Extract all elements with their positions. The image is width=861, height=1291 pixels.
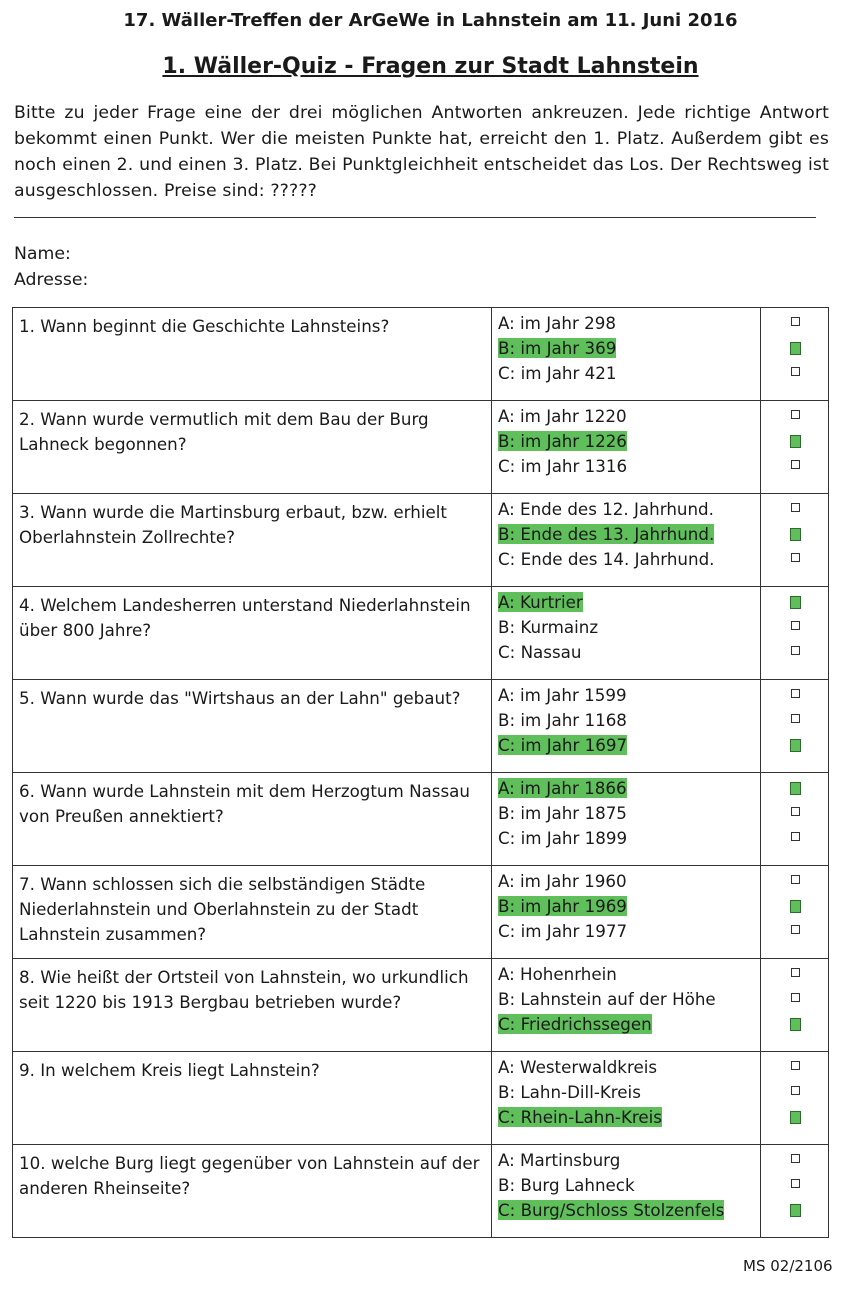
- answer-option: [498, 1173, 760, 1198]
- answer-cell: [492, 401, 761, 494]
- answer-label: B: Ende des 13. Jahrhund.: [498, 524, 715, 544]
- answer-option-correct: [498, 894, 760, 919]
- answer-cell: [492, 494, 761, 587]
- checkbox[interactable]: [791, 553, 800, 562]
- question-row: [13, 401, 829, 494]
- checkbox-cell: [761, 866, 829, 959]
- answer-option: [498, 869, 760, 894]
- footer-code: MS 02/2106: [743, 1257, 833, 1275]
- answer-cell: [492, 1052, 761, 1145]
- question-row: [13, 773, 829, 866]
- answer-option: [498, 361, 760, 386]
- answer-option: [498, 1148, 760, 1173]
- answer-option: [498, 1055, 760, 1080]
- question-row: [13, 308, 829, 401]
- checkbox-cell: [761, 680, 829, 773]
- checkbox-cell: [761, 401, 829, 494]
- answer-label: A: Martinsburg: [498, 1150, 621, 1170]
- checkbox[interactable]: [791, 317, 800, 326]
- answer-label: C: Rhein-Lahn-Kreis: [498, 1107, 662, 1127]
- checkbox[interactable]: [791, 1086, 800, 1095]
- question-row: [13, 587, 829, 680]
- checkbox[interactable]: [791, 968, 800, 977]
- answer-cell: [492, 680, 761, 773]
- answer-option: [498, 640, 760, 665]
- answer-option-correct: [498, 1105, 760, 1130]
- answer-label: B: Burg Lahneck: [498, 1175, 635, 1195]
- answer-label: B: im Jahr 1226: [498, 431, 627, 451]
- question-text: 10. welche Burg liegt gegenüber von Lahnstein auf der anderen Rheinseite?: [13, 1145, 492, 1238]
- checkbox[interactable]: [791, 832, 800, 841]
- event-header: 17. Wäller-Treffen der ArGeWe in Lahnstein am 11. Juni 2016: [123, 10, 738, 31]
- answer-option: [498, 404, 760, 429]
- checkbox-marked[interactable]: [790, 528, 801, 541]
- checkbox[interactable]: [791, 646, 800, 655]
- answer-label: C: Burg/Schloss Stolzenfels: [498, 1200, 725, 1220]
- checkbox-cell: [761, 587, 829, 680]
- question-row: [13, 680, 829, 773]
- answer-option-correct: [498, 590, 760, 615]
- answer-label: A: im Jahr 1599: [498, 685, 627, 705]
- checkbox[interactable]: [791, 993, 800, 1002]
- answer-option: [498, 615, 760, 640]
- answer-label: C: Nassau: [498, 642, 582, 662]
- answer-option-correct: [498, 522, 760, 547]
- answer-label: C: im Jahr 1977: [498, 921, 628, 941]
- answer-label: C: im Jahr 421: [498, 363, 617, 383]
- checkbox-marked[interactable]: [790, 900, 801, 913]
- answer-label: C: im Jahr 1697: [498, 735, 628, 755]
- checkbox[interactable]: [791, 807, 800, 816]
- checkbox[interactable]: [791, 410, 800, 419]
- answer-label: A: im Jahr 1220: [498, 406, 627, 426]
- answer-label: B: im Jahr 369: [498, 338, 617, 358]
- answer-label: B: im Jahr 1969: [498, 896, 627, 916]
- answer-label: B: Lahnstein auf der Höhe: [498, 989, 716, 1009]
- answer-label: A: Ende des 12. Jahrhund.: [498, 499, 714, 519]
- question-text: 5. Wann wurde das "Wirtshaus an der Lahn" gebaut?: [13, 680, 492, 773]
- answer-label: B: im Jahr 1168: [498, 710, 627, 730]
- answer-option: [498, 987, 760, 1012]
- answer-label: A: im Jahr 1960: [498, 871, 627, 891]
- checkbox-marked[interactable]: [790, 435, 801, 448]
- question-text: 8. Wie heißt der Ortsteil von Lahnstein, wo urkundlich seit 1220 bis 1913 Bergbau betrieben wurde?: [13, 959, 492, 1052]
- checkbox[interactable]: [791, 460, 800, 469]
- answer-label: B: Lahn-Dill-Kreis: [498, 1082, 641, 1102]
- question-text: 3. Wann wurde die Martinsburg erbaut, bzw. erhielt Oberlahnstein Zollrechte?: [13, 494, 492, 587]
- question-text: 2. Wann wurde vermutlich mit dem Bau der Burg Lahneck begonnen?: [13, 401, 492, 494]
- checkbox-marked[interactable]: [790, 1111, 801, 1124]
- checkbox[interactable]: [791, 1154, 800, 1163]
- answer-option: [498, 454, 760, 479]
- quiz-title: 1. Wäller-Quiz - Fragen zur Stadt Lahnstein: [162, 54, 699, 79]
- answer-option-correct: [498, 1198, 760, 1223]
- answer-option: [498, 547, 760, 572]
- answer-cell: [492, 773, 761, 866]
- checkbox[interactable]: [791, 367, 800, 376]
- answer-option-correct: [498, 429, 760, 454]
- answer-option: [498, 311, 760, 336]
- question-row: [13, 1052, 829, 1145]
- checkbox[interactable]: [791, 925, 800, 934]
- answer-option: [498, 962, 760, 987]
- checkbox-cell: [761, 959, 829, 1052]
- answer-option: [498, 919, 760, 944]
- answer-option-correct: [498, 776, 760, 801]
- name-field-label: Name:: [14, 244, 71, 264]
- checkbox[interactable]: [791, 714, 800, 723]
- answer-option: [498, 708, 760, 733]
- answer-cell: [492, 866, 761, 959]
- answer-option: [498, 683, 760, 708]
- answer-label: C: im Jahr 1899: [498, 828, 628, 848]
- answer-cell: [492, 587, 761, 680]
- checkbox-cell: [761, 773, 829, 866]
- question-row: [13, 959, 829, 1052]
- checkbox-marked[interactable]: [790, 782, 801, 795]
- answer-label: A: Kurtrier: [498, 592, 583, 612]
- quiz-table: [12, 307, 829, 1238]
- address-field-label: Adresse:: [14, 270, 89, 290]
- answer-label: C: im Jahr 1316: [498, 456, 628, 476]
- divider-line: [14, 217, 816, 218]
- question-row: [13, 1145, 829, 1238]
- question-text: 9. In welchem Kreis liegt Lahnstein?: [13, 1052, 492, 1145]
- answer-option: [498, 801, 760, 826]
- answer-cell: [492, 308, 761, 401]
- checkbox[interactable]: [791, 875, 800, 884]
- checkbox-marked[interactable]: [790, 342, 801, 355]
- answer-label: C: Friedrichssegen: [498, 1014, 652, 1034]
- answer-option: [498, 826, 760, 851]
- intro-text: Bitte zu jeder Frage eine der drei möglichen Antworten ankreuzen. Jede richtige Antwort bekommt einen Punkt. Wer die meisten Punkte hat, erreicht den 1. Platz. Außerdem gibt es noch einen 2. und einen 3. Platz. Bei Punktgleichheit entscheidet das Los. Der Rechtsweg ist ausgeschlossen. Preise sind: ?????: [14, 103, 829, 201]
- answer-option: [498, 1080, 760, 1105]
- answer-label: B: Kurmainz: [498, 617, 599, 637]
- answer-label: B: im Jahr 1875: [498, 803, 627, 823]
- checkbox[interactable]: [791, 1061, 800, 1070]
- checkbox-marked[interactable]: [790, 739, 801, 752]
- checkbox[interactable]: [791, 1179, 800, 1188]
- checkbox-marked[interactable]: [790, 1204, 801, 1217]
- question-text: 4. Welchem Landesherren unterstand Niederlahnstein über 800 Jahre?: [13, 587, 492, 680]
- checkbox-cell: [761, 1052, 829, 1145]
- checkbox[interactable]: [791, 689, 800, 698]
- checkbox-marked[interactable]: [790, 596, 801, 609]
- checkbox-marked[interactable]: [790, 1018, 801, 1031]
- question-row: [13, 866, 829, 959]
- question-row: [13, 494, 829, 587]
- answer-option-correct: [498, 336, 760, 361]
- answer-cell: [492, 1145, 761, 1238]
- checkbox-cell: [761, 308, 829, 401]
- checkbox[interactable]: [791, 621, 800, 630]
- answer-label: A: Hohenrhein: [498, 964, 617, 984]
- answer-label: C: Ende des 14. Jahrhund.: [498, 549, 715, 569]
- checkbox[interactable]: [791, 503, 800, 512]
- checkbox-cell: [761, 1145, 829, 1238]
- answer-option-correct: [498, 733, 760, 758]
- answer-cell: [492, 959, 761, 1052]
- answer-option: [498, 497, 760, 522]
- question-text: 1. Wann beginnt die Geschichte Lahnsteins?: [13, 308, 492, 401]
- answer-label: A: im Jahr 1866: [498, 778, 627, 798]
- checkbox-cell: [761, 494, 829, 587]
- question-text: 7. Wann schlossen sich die selbständigen Städte Niederlahnstein und Oberlahnstein zu der Stadt Lahnstein zusammen?: [13, 866, 492, 959]
- answer-label: A: im Jahr 298: [498, 313, 616, 333]
- answer-option-correct: [498, 1012, 760, 1037]
- question-text: 6. Wann wurde Lahnstein mit dem Herzogtum Nassau von Preußen annektiert?: [13, 773, 492, 866]
- answer-label: A: Westerwaldkreis: [498, 1057, 658, 1077]
